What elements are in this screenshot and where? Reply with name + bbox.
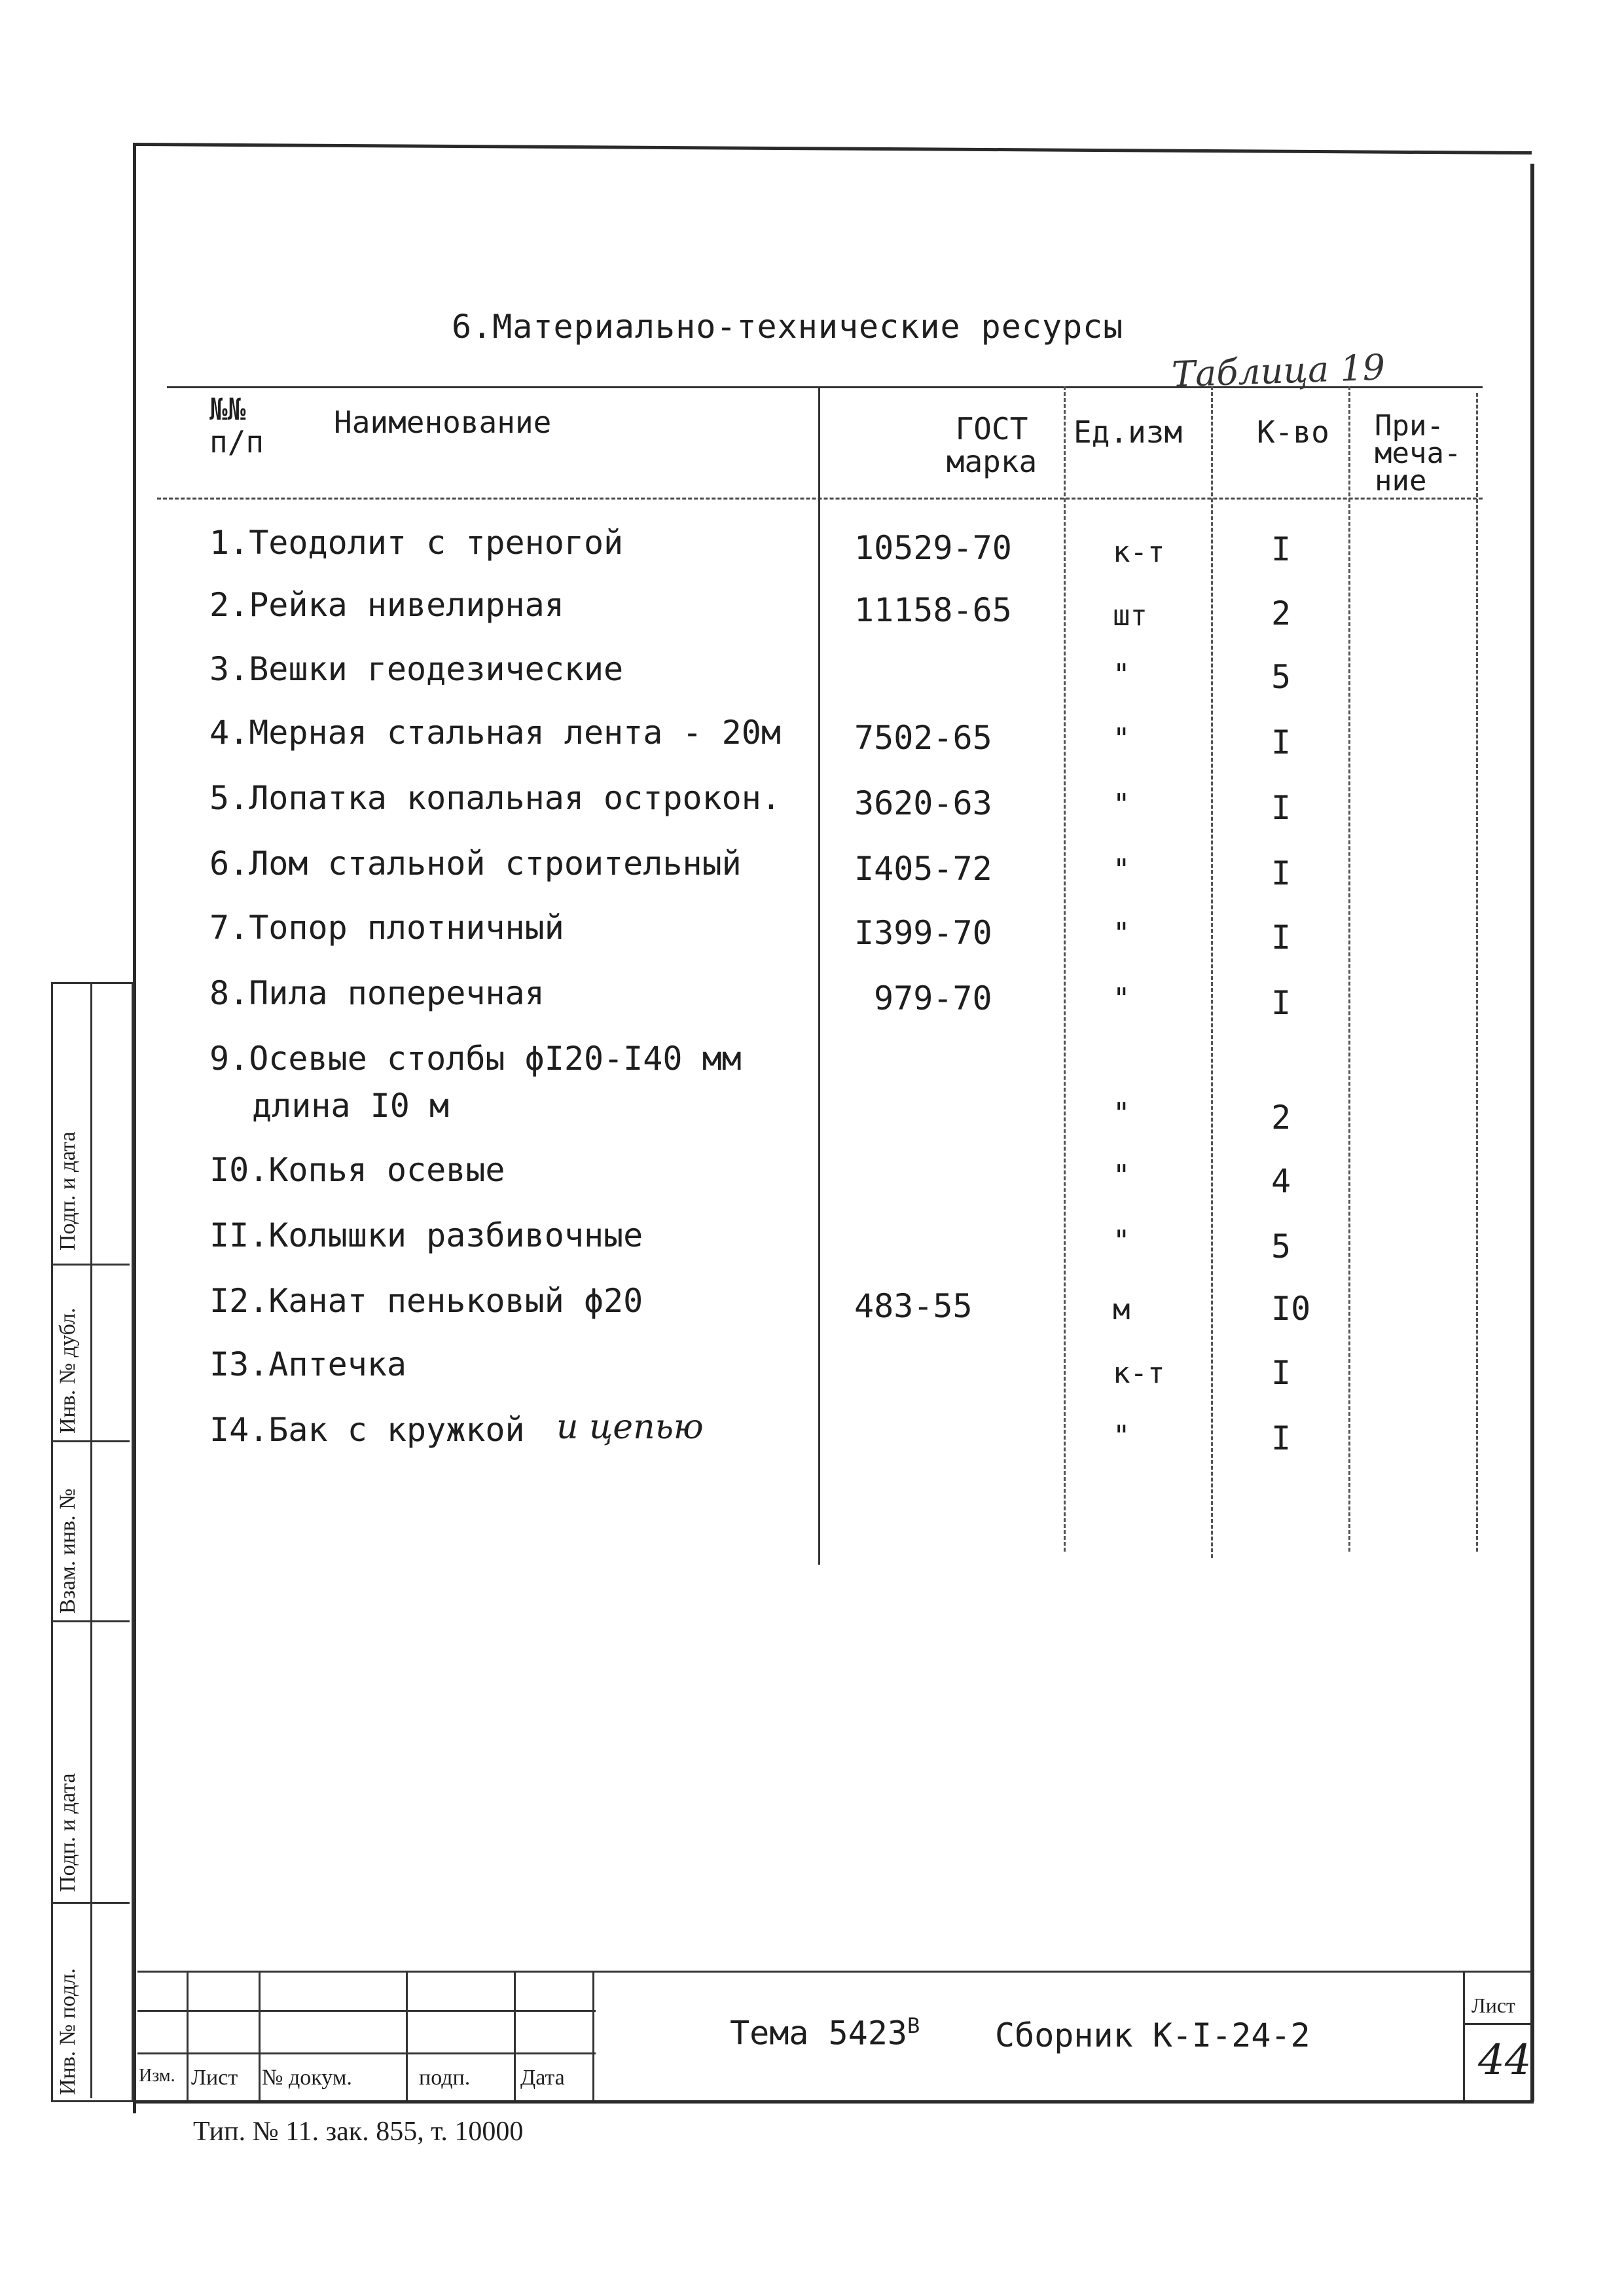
col-divider-note-end <box>1476 393 1478 1552</box>
header-name: Наименование <box>334 405 552 440</box>
theme-text: Тема 5423 <box>730 2014 907 2052</box>
row-13-unit: к-т <box>1113 1357 1165 1390</box>
margin-rule-2 <box>51 1440 130 1442</box>
sheet-box-divider <box>1463 1971 1465 2100</box>
tb-label-izm: Изм. <box>139 2066 175 2086</box>
row-5-qty: I <box>1271 789 1291 827</box>
row-5-gost: 3620-63 <box>854 784 992 822</box>
row-8-unit: " <box>1113 982 1130 1015</box>
row-4-qty: I <box>1271 723 1291 761</box>
title-block-rule-3 <box>137 2052 596 2054</box>
row-8-name: 8.Пила поперечная <box>209 974 545 1012</box>
table-label: Таблица 19 <box>1171 346 1386 395</box>
row-2-unit: шт <box>1113 599 1147 632</box>
title-block-divider-3 <box>406 1971 408 2100</box>
row-12-qty: I0 <box>1271 1290 1311 1328</box>
row-1-unit: к-т <box>1113 536 1165 569</box>
row-6-unit: " <box>1113 853 1130 886</box>
row-3-name: 3.Вешки геодезические <box>209 650 624 688</box>
row-12-name: I2.Канат пеньковый ϕ20 <box>209 1282 643 1320</box>
row-3-qty: 5 <box>1271 658 1291 696</box>
col-divider-unit-qty <box>1211 386 1213 1558</box>
row-1-gost: 10529-70 <box>854 529 1012 567</box>
margin-label-inv-dubl: Инв. № дубл. <box>56 1307 80 1434</box>
col-divider-qty-note <box>1348 386 1350 1552</box>
header-gost: ГОСТ марка <box>946 411 1038 479</box>
tb-label-doc: № докум. <box>262 2066 352 2090</box>
title-block-divider-1 <box>187 1971 189 2100</box>
row-12-unit: м <box>1113 1293 1130 1326</box>
row-11-name: II.Колышки разбивочные <box>209 1216 643 1254</box>
col-divider-gost-unit <box>1064 386 1066 1552</box>
theme-superscript: В <box>907 2013 920 2038</box>
margin-label-podp-data-2: Подп. и дата <box>56 1131 80 1250</box>
row-9-name-line2: длина I0 м <box>252 1087 450 1125</box>
header-note: При- меча- ние <box>1375 409 1462 498</box>
row-9-unit: " <box>1113 1097 1130 1130</box>
row-11-unit: " <box>1113 1224 1130 1258</box>
row-14-qty: I <box>1271 1419 1291 1457</box>
margin-rule-4 <box>51 1902 130 1904</box>
row-4-unit: " <box>1113 722 1130 756</box>
row-8-qty: I <box>1271 984 1291 1022</box>
print-footer: Тип. № 11. зак. 855, т. 10000 <box>193 2117 524 2147</box>
title-block-top-rule <box>137 1971 1532 1973</box>
sheet-box-rule <box>1463 2023 1532 2025</box>
row-12-gost: 483-55 <box>854 1287 973 1325</box>
row-2-name: 2.Рейка нивелирная <box>209 586 564 624</box>
tb-label-list: Лист <box>191 2066 238 2090</box>
row-4-name: 4.Мерная стальная лента - 20м <box>209 714 781 752</box>
table-top-rule <box>167 386 1483 388</box>
row-10-qty: 4 <box>1271 1162 1291 1200</box>
row-1-qty: I <box>1271 530 1291 568</box>
row-1-name: 1.Теодолит с треногой <box>209 524 624 562</box>
row-7-gost: I399-70 <box>854 914 992 952</box>
row-13-qty: I <box>1271 1354 1291 1392</box>
title-block-divider-4 <box>514 1971 516 2100</box>
title-block-divider-2 <box>259 1971 261 2100</box>
row-10-unit: " <box>1113 1159 1130 1192</box>
row-4-gost: 7502-65 <box>854 719 992 757</box>
header-unit: Ед.изм <box>1074 414 1183 450</box>
tb-label-date: Дата <box>520 2066 565 2090</box>
row-14-handwritten-note: и цепью <box>556 1408 704 1447</box>
row-14-unit: " <box>1113 1419 1130 1453</box>
frame-bottom-border <box>133 2100 1534 2104</box>
row-11-qty: 5 <box>1271 1228 1291 1266</box>
row-14-name: I4.Бак с кружкой <box>209 1411 525 1449</box>
row-3-unit: " <box>1113 658 1130 691</box>
row-2-gost: 11158-65 <box>854 591 1012 629</box>
row-9-name: 9.Осевые столбы ϕI20-I40 мм <box>209 1040 742 1078</box>
frame-top-border <box>134 143 1532 155</box>
margin-rule-3 <box>51 1620 130 1622</box>
header-num: №№ п/п <box>209 392 264 460</box>
row-10-name: I0.Копья осевые <box>209 1151 505 1189</box>
margin-label-podp-data-1: Подп. и дата <box>56 1773 80 1892</box>
theme-label <box>730 2013 920 2052</box>
collection-label: Сборник К-I-24-2 <box>995 2016 1310 2054</box>
frame-right-border <box>1530 164 1534 2102</box>
tb-label-sign: подп. <box>419 2066 471 2090</box>
sheet-number: 44 <box>1478 2036 1532 2085</box>
row-5-name: 5.Лопатка копальная острокон. <box>209 779 781 817</box>
row-6-qty: I <box>1271 854 1291 892</box>
row-2-qty: 2 <box>1271 594 1291 632</box>
row-7-qty: I <box>1271 919 1291 957</box>
section-heading: 6.Материально-технические ресурсы <box>452 308 1124 346</box>
col-divider-name-gost <box>818 386 820 1565</box>
row-7-unit: " <box>1113 917 1130 950</box>
row-8-gost: 979-70 <box>874 979 992 1017</box>
header-qty: К-во <box>1257 414 1329 450</box>
margin-inner-divider <box>90 982 92 2098</box>
row-5-unit: " <box>1113 788 1130 821</box>
row-13-name: I3.Аптечка <box>209 1345 407 1383</box>
title-block-rule-2 <box>137 2010 596 2012</box>
sheet-label: Лист <box>1471 1994 1516 2017</box>
margin-label-vzam-inv: Взам. инв. № <box>56 1488 80 1614</box>
row-7-name: 7.Топор плотничный <box>209 909 564 947</box>
row-6-gost: I405-72 <box>854 850 992 888</box>
margin-rule-1 <box>51 1264 130 1266</box>
title-block-divider-5 <box>592 1971 594 2100</box>
row-9-qty: 2 <box>1271 1099 1291 1137</box>
margin-label-inv-podl: Инв. № подл. <box>56 1968 80 2095</box>
row-6-name: 6.Лом стальной строительный <box>209 845 742 883</box>
